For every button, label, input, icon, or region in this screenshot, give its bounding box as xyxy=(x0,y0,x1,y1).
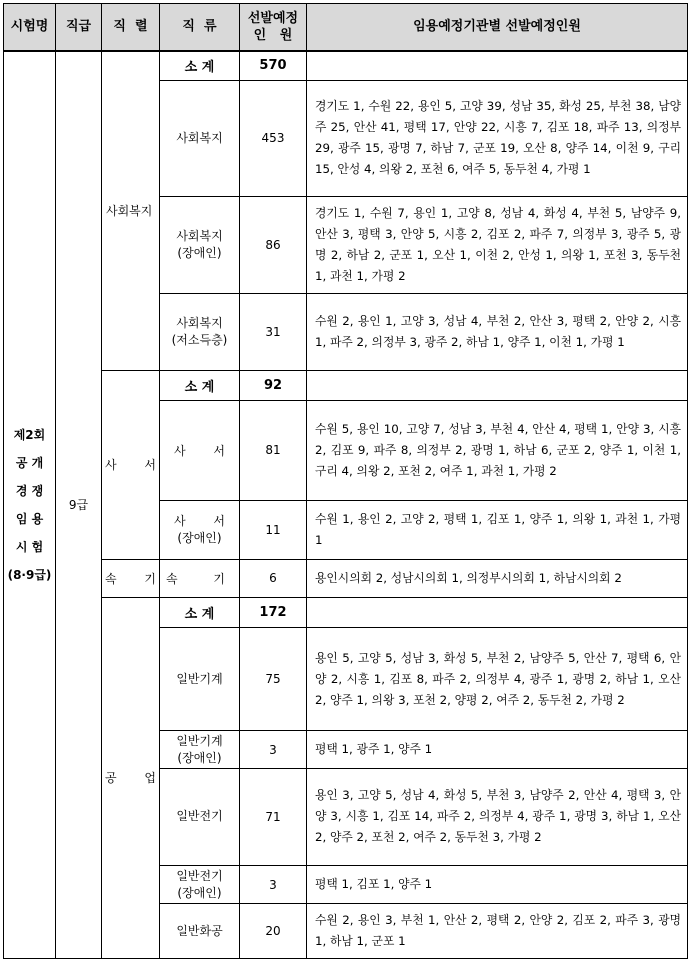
kind-cell xyxy=(160,731,240,768)
kind-cell xyxy=(160,865,240,903)
kind-cell xyxy=(160,768,240,865)
count-cell: 3 xyxy=(240,731,307,768)
kind-sub-label: (장애인) xyxy=(177,750,222,765)
detail-cell: 수원 5, 용인 10, 고양 7, 성남 3, 부천 4, 안산 4, 평택 1, 안양 3, 시흥 2, 김포 9, 파주 8, 의정부 2, 광명 1, 하남 6, 군포 2, 양주 1, 이천 1, 구리 4, 의왕 2, 포천 2, 여주 1, 과천 1, 가평 2 xyxy=(307,400,688,500)
exam-line: 임 용 xyxy=(15,511,44,526)
series-welfare: 사회복지 xyxy=(102,51,160,371)
kind-label: 일반기계 xyxy=(176,671,223,686)
kind-sub-label: (장애인) xyxy=(177,530,222,545)
count-cell: 6 xyxy=(240,559,307,597)
exam-line: 시 험 xyxy=(15,539,44,554)
exam-line: 공 개 xyxy=(15,455,44,470)
count-cell: 81 xyxy=(240,400,307,500)
subtotal-label: 소 계 xyxy=(160,370,240,400)
count-cell: 3 xyxy=(240,865,307,903)
detail-cell: 평택 1, 김포 1, 양주 1 xyxy=(307,865,688,903)
count-cell: 75 xyxy=(240,628,307,731)
kind-char: 사 xyxy=(174,513,186,528)
detail-cell: 수원 1, 용인 2, 고양 2, 평택 1, 김포 1, 양주 1, 의왕 1, 과천 1, 가평 1 xyxy=(307,500,688,559)
subtotal-count: 92 xyxy=(240,370,307,400)
series-char: 속 xyxy=(105,571,117,586)
kind-label: 사회복지 xyxy=(176,228,223,243)
series-char: 기 xyxy=(144,571,156,586)
subtotal-label: 소 계 xyxy=(160,51,240,81)
count-cell: 11 xyxy=(240,500,307,559)
exam-line: (8·9급) xyxy=(7,567,52,582)
kind-char: 서 xyxy=(213,513,225,528)
kind-label: 일반기계 xyxy=(176,733,223,748)
series-char: 서 xyxy=(144,458,156,473)
count-cell: 453 xyxy=(240,81,307,196)
kind-cell xyxy=(160,559,240,597)
kind-cell xyxy=(160,81,240,196)
series-char: 사 xyxy=(105,458,117,473)
kind-char: 기 xyxy=(213,571,225,586)
detail-cell: 수원 2, 용인 1, 고양 3, 성남 4, 부천 2, 안산 3, 평택 2, 안양 2, 시흥 1, 파주 2, 의정부 3, 광주 2, 하남 1, 양주 1, 이천 1, 가평 1 xyxy=(307,293,688,370)
kind-sub-label: (장애인) xyxy=(177,885,222,900)
kind-cell xyxy=(160,400,240,500)
count-cell: 31 xyxy=(240,293,307,370)
header-exam: 시험명 xyxy=(4,4,56,51)
kind-sub-label: (저소득층) xyxy=(171,332,228,347)
kind-char: 속 xyxy=(166,571,178,586)
count-cell: 71 xyxy=(240,768,307,865)
header-grade: 직급 xyxy=(56,4,102,51)
kind-char: 사 xyxy=(174,443,186,458)
grade-cell: 9급 xyxy=(56,51,102,959)
subtotal-detail xyxy=(307,370,688,400)
series-engineering xyxy=(102,597,160,958)
subtotal-count: 570 xyxy=(240,51,307,81)
kind-cell xyxy=(160,904,240,959)
exam-name-cell xyxy=(4,51,56,959)
series-char: 업 xyxy=(144,771,156,786)
kind-label: 일반전기 xyxy=(176,809,223,824)
detail-cell: 용인 3, 고양 5, 성남 4, 화성 5, 부천 3, 남양주 2, 안산 4, 평택 3, 안양 3, 시흥 1, 김포 14, 파주 2, 의정부 4, 광주 1, 광명 3, 하남 1, 오산 2, 양주 2, 포천 2, 여주 2, 동두천 3, 가평 2 xyxy=(307,768,688,865)
detail-cell: 평택 1, 광주 1, 양주 1 xyxy=(307,731,688,768)
header-count-line1: 선발예정 xyxy=(247,10,299,26)
kind-cell xyxy=(160,293,240,370)
subtotal-detail xyxy=(307,597,688,627)
series-char: 공 xyxy=(105,771,117,786)
exam-line: 경 쟁 xyxy=(15,483,44,498)
kind-char: 서 xyxy=(213,443,225,458)
kind-label: 일반화공 xyxy=(176,923,223,938)
kind-label: 일반전기 xyxy=(176,868,223,883)
kind-label: 사회복지 xyxy=(176,130,223,145)
kind-sub-label: (장애인) xyxy=(177,245,222,260)
header-count-line2: 인 원 xyxy=(253,27,293,43)
detail-cell: 수원 2, 용인 3, 부천 1, 안산 2, 평택 2, 안양 2, 김포 2, 파주 3, 광명 1, 하남 1, 군포 1 xyxy=(307,904,688,959)
subtotal-count: 172 xyxy=(240,597,307,627)
detail-cell: 경기도 1, 수원 22, 용인 5, 고양 39, 성남 35, 화성 25, 부천 38, 남양주 25, 안산 41, 평택 17, 안양 22, 시흥 7, 김포 18, 파주 13, 의정부 29, 광주 15, 광명 7, 하남 7, 군포 19, 오산 8, 양주 14, 이천 9, 구리 15, 안성 4, 의왕 2, 포천 6, 여주 5, 동두천 4, 가평 1 xyxy=(307,81,688,196)
header-series: 직 렬 xyxy=(102,4,160,51)
kind-cell xyxy=(160,500,240,559)
kind-label: 사회복지 xyxy=(176,315,223,330)
header-count xyxy=(240,4,307,51)
header-kind: 직 류 xyxy=(160,4,240,51)
exam-line: 제2회 xyxy=(13,427,46,442)
kind-cell xyxy=(160,196,240,293)
count-cell: 86 xyxy=(240,196,307,293)
subtotal-detail xyxy=(307,51,688,81)
detail-cell: 용인시의회 2, 성남시의회 1, 의정부시의회 1, 하남시의회 2 xyxy=(307,559,688,597)
subtotal-label: 소 계 xyxy=(160,597,240,627)
header-detail: 임용예정기관별 선발예정인원 xyxy=(307,4,688,51)
detail-cell: 경기도 1, 수원 7, 용인 1, 고양 8, 성남 4, 화성 4, 부천 5, 남양주 9, 안산 3, 평택 3, 안양 5, 시흥 2, 김포 2, 파주 7, 의정부 3, 광주 5, 광명 2, 하남 2, 군포 1, 오산 1, 이천 2, 안성 1, 의왕 1, 포천 3, 동두천 1, 과천 1, 가평 2 xyxy=(307,196,688,293)
detail-cell: 용인 5, 고양 5, 성남 3, 화성 5, 부천 2, 남양주 5, 안산 7, 평택 6, 안양 2, 시흥 1, 김포 8, 파주 2, 의정부 4, 광주 1, 광명 2, 하남 1, 오산 2, 양주 1, 의왕 3, 포천 2, 양평 2, 여주 2, 동두천 2, 가평 2 xyxy=(307,628,688,731)
kind-cell xyxy=(160,628,240,731)
series-librarian xyxy=(102,370,160,559)
count-cell: 20 xyxy=(240,904,307,959)
series-stenography xyxy=(102,559,160,597)
recruitment-table xyxy=(3,3,688,959)
